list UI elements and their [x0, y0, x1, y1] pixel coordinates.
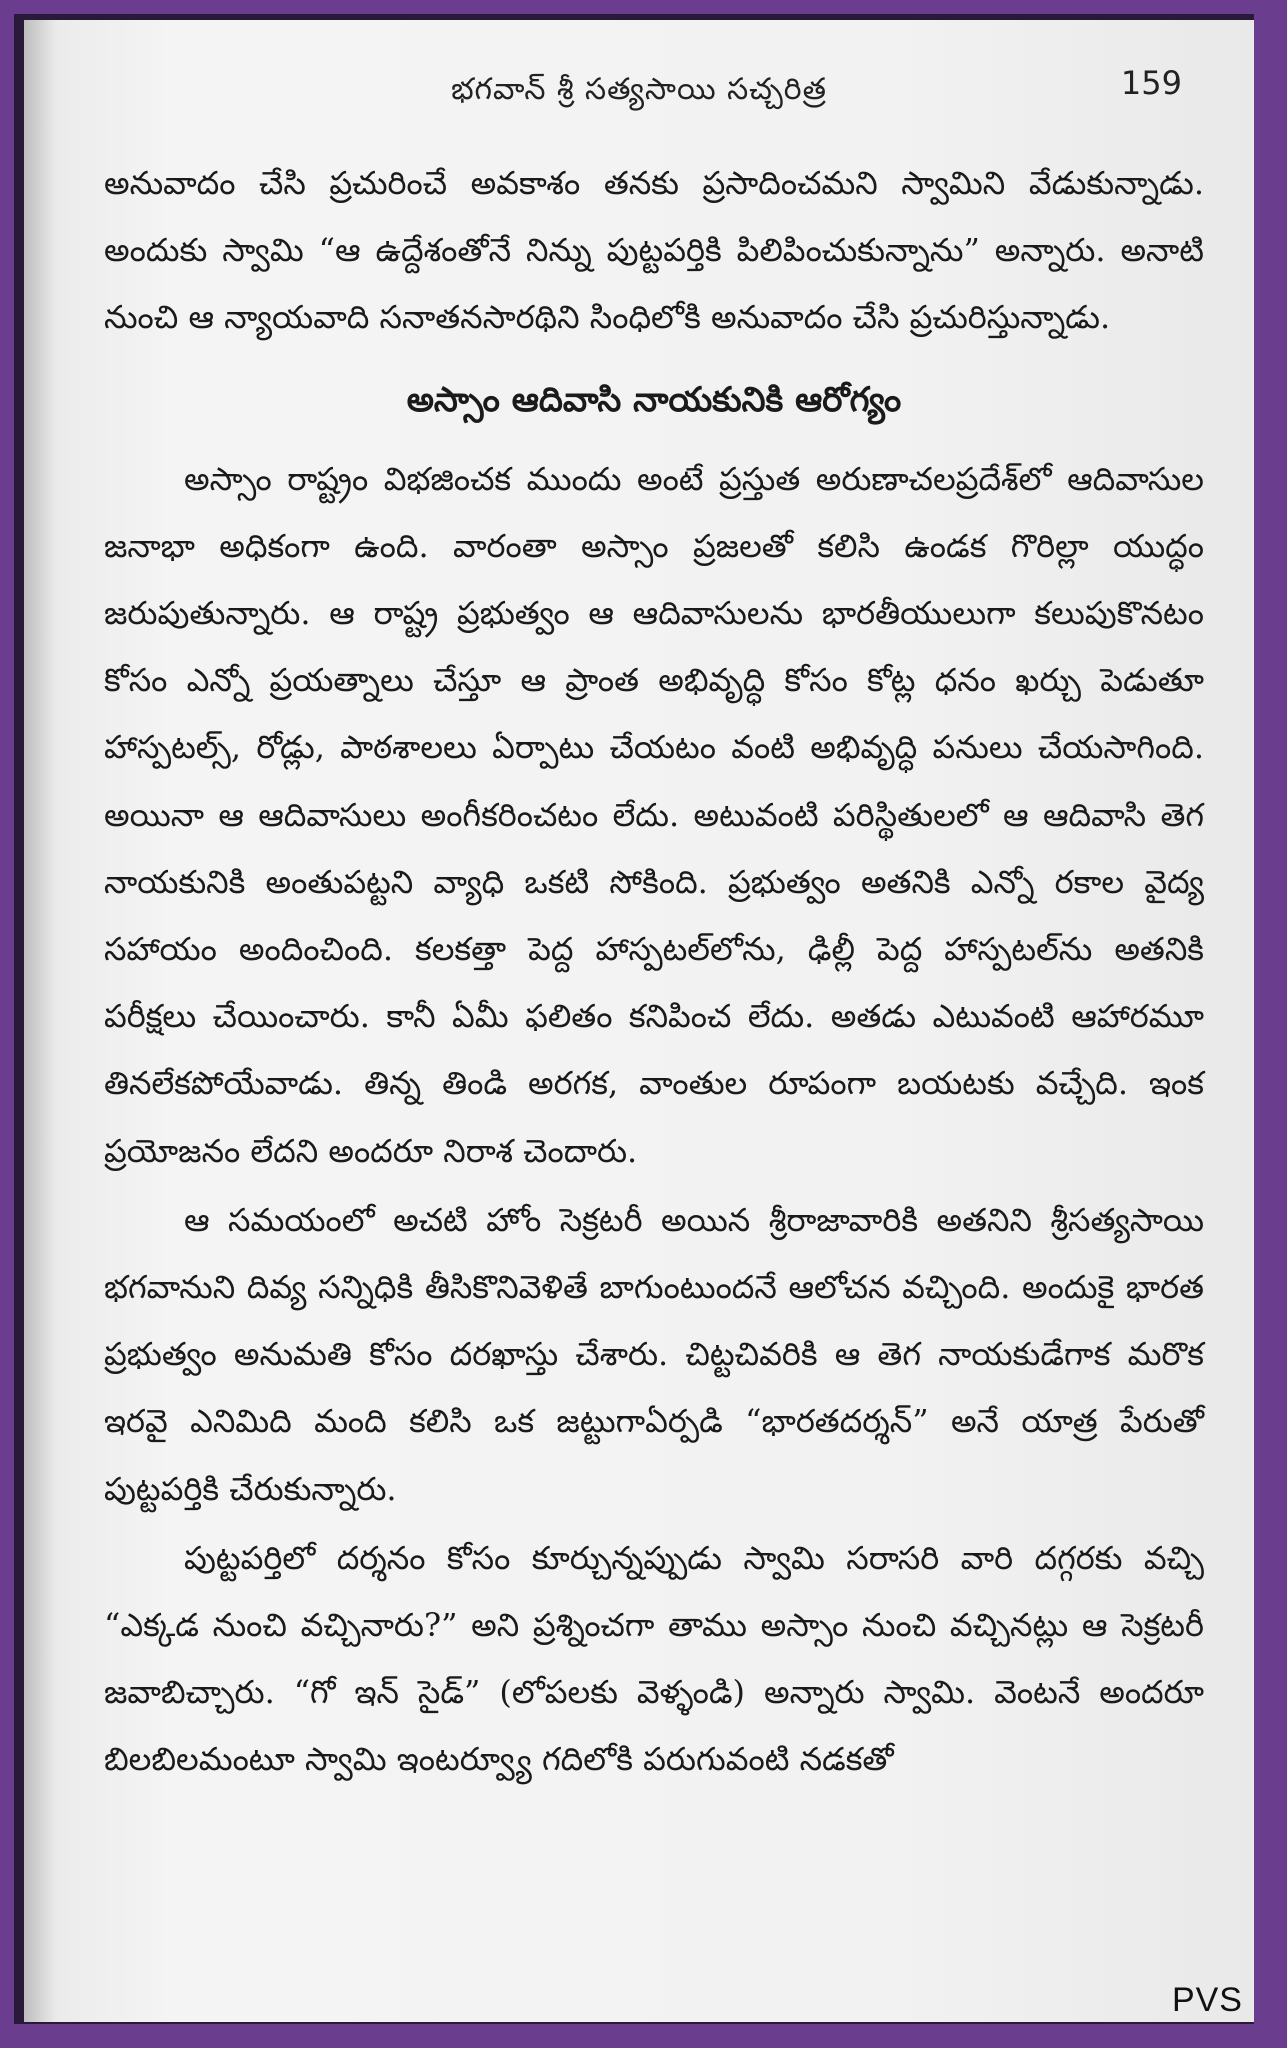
- continued-paragraph: అనువాదం చేసి ప్రచురించే అవకాశం తనకు ప్రసాదించమని స్వామిని వేడుకున్నాడు. అందుకు స్వామి “ఆ ఉద్దేశంతోనే నిన్ను పుట్టపర్తికి పిలిపించుకున్నాను” అన్నారు. అనాటి నుంచి ఆ న్యాయవాది సనాతనసారథిని సింధిలోకి అనువాదం చేసి ప్రచురిస్తున్నాడు.: [104, 164, 1204, 337]
- section-heading: అస్సాం ఆదివాసి నాయకునికి ఆరోగ్యం: [406, 379, 902, 420]
- paragraph-1: అస్సాం రాష్ట్రం విభజించక ముందు అంటే ప్రస్తుత అరుణాచలప్రదేశ్‌లో ఆదివాసుల జనాభా అధికంగా ఉంది. వారంతా అస్సాం ప్రజలతో కలిసి ఉండక గొరిల్లా యుద్ధం జరుపుతున్నారు. ఆ రాష్ట్ర ప్రభుత్వం ఆ ఆదివాసులను భారతీయులుగా కలుపుకొనటం కోసం ఎన్నో ప్రయత్నాలు చేస్తూ ఆ ప్రాంత అభివృద్ధి కోసం కోట్ల ధనం ఖర్చు పెడుతూ హాస్పటల్స్, రోడ్లు, పాఠశాలలు ఏర్పాటు చేయటం వంటి అభివృద్ధి పనులు చేయసాగింది. అయినా ఆ ఆదివాసులు అంగీకరించటం లేదు. అటువంటి పరిస్థితులలో ఆ ఆదివాసి తెగ నాయకునికి అంతుపట్టని వ్యాధి ఒకటి సోకింది. ప్రభుత్వం అతనికి ఎన్నో రకాల వైద్య సహాయం అందించింది. కలకత్తా పెద్ద హాస్పటల్‌లోను, ఢిల్లీ పెద్ద హాస్పటల్‌ను అతనికి పరీక్షలు చేయించారు. కానీ ఏమీ ఫలితం కనిపించ లేదు. అతడు ఎటువంటి ఆహారమూ తినలేకపోయేవాడు. తిన్న తిండి అరగక, వాంతుల రూపంగా బయటకు వచ్చేది. ఇంక ప్రయోజనం లేదని అందరూ నిరాశ చెందారు.: [104, 459, 1204, 1170]
- book-page: [24, 20, 1254, 2022]
- running-title: భగవాన్ శ్రీ సత్యసాయి సచ్చరిత్ర: [451, 72, 827, 107]
- page-number: 159: [1120, 64, 1182, 102]
- paragraph-2: ఆ సమయంలో అచటి హోం సెక్రటరీ అయిన శ్రీరాజావారికి అతనిని శ్రీసత్యసాయి భగవానుని దివ్య సన్నిధికి తీసికొనివెళితే బాగుంటుందనే ఆలోచన వచ్చింది. అందుకై భారత ప్రభుత్వం అనుమతి కోసం దరఖాస్తు చేశారు. చిట్టచివరికి ఆ తెగ నాయకుడేగాక మరొక ఇరవై ఎనిమిది మంది కలిసి ఒక జట్టుగాఏర్పడి “భారతదర్శన్” అనే యాత్ర పేరుతో పుట్టపర్తికి చేరుకున్నారు.: [104, 1200, 1204, 1508]
- paragraph-3: పుట్టపర్తిలో దర్శనం కోసం కూర్చున్నప్పుడు స్వామి సరాసరి వారి దగ్గరకు వచ్చి “ఎక్కడ నుంచి వచ్చినారు?” అని ప్రశ్నించగా తాము అస్సాం నుంచి వచ్చినట్లు ఆ సెక్రటరీ జవాబిచ్చారు. “గో ఇన్ సైడ్” (లోపలకు వెళ్ళండి) అన్నారు స్వామి. వెంటనే అందరూ బిలబిలమంటూ స్వామి ఇంటర్వ్యూ గదిలోకి పరుగువంటి నడకతో: [104, 1538, 1204, 1779]
- watermark-label: PVS: [1171, 1981, 1243, 2019]
- page-body: [104, 150, 1204, 1796]
- page-gutter-shadow: [24, 20, 54, 2022]
